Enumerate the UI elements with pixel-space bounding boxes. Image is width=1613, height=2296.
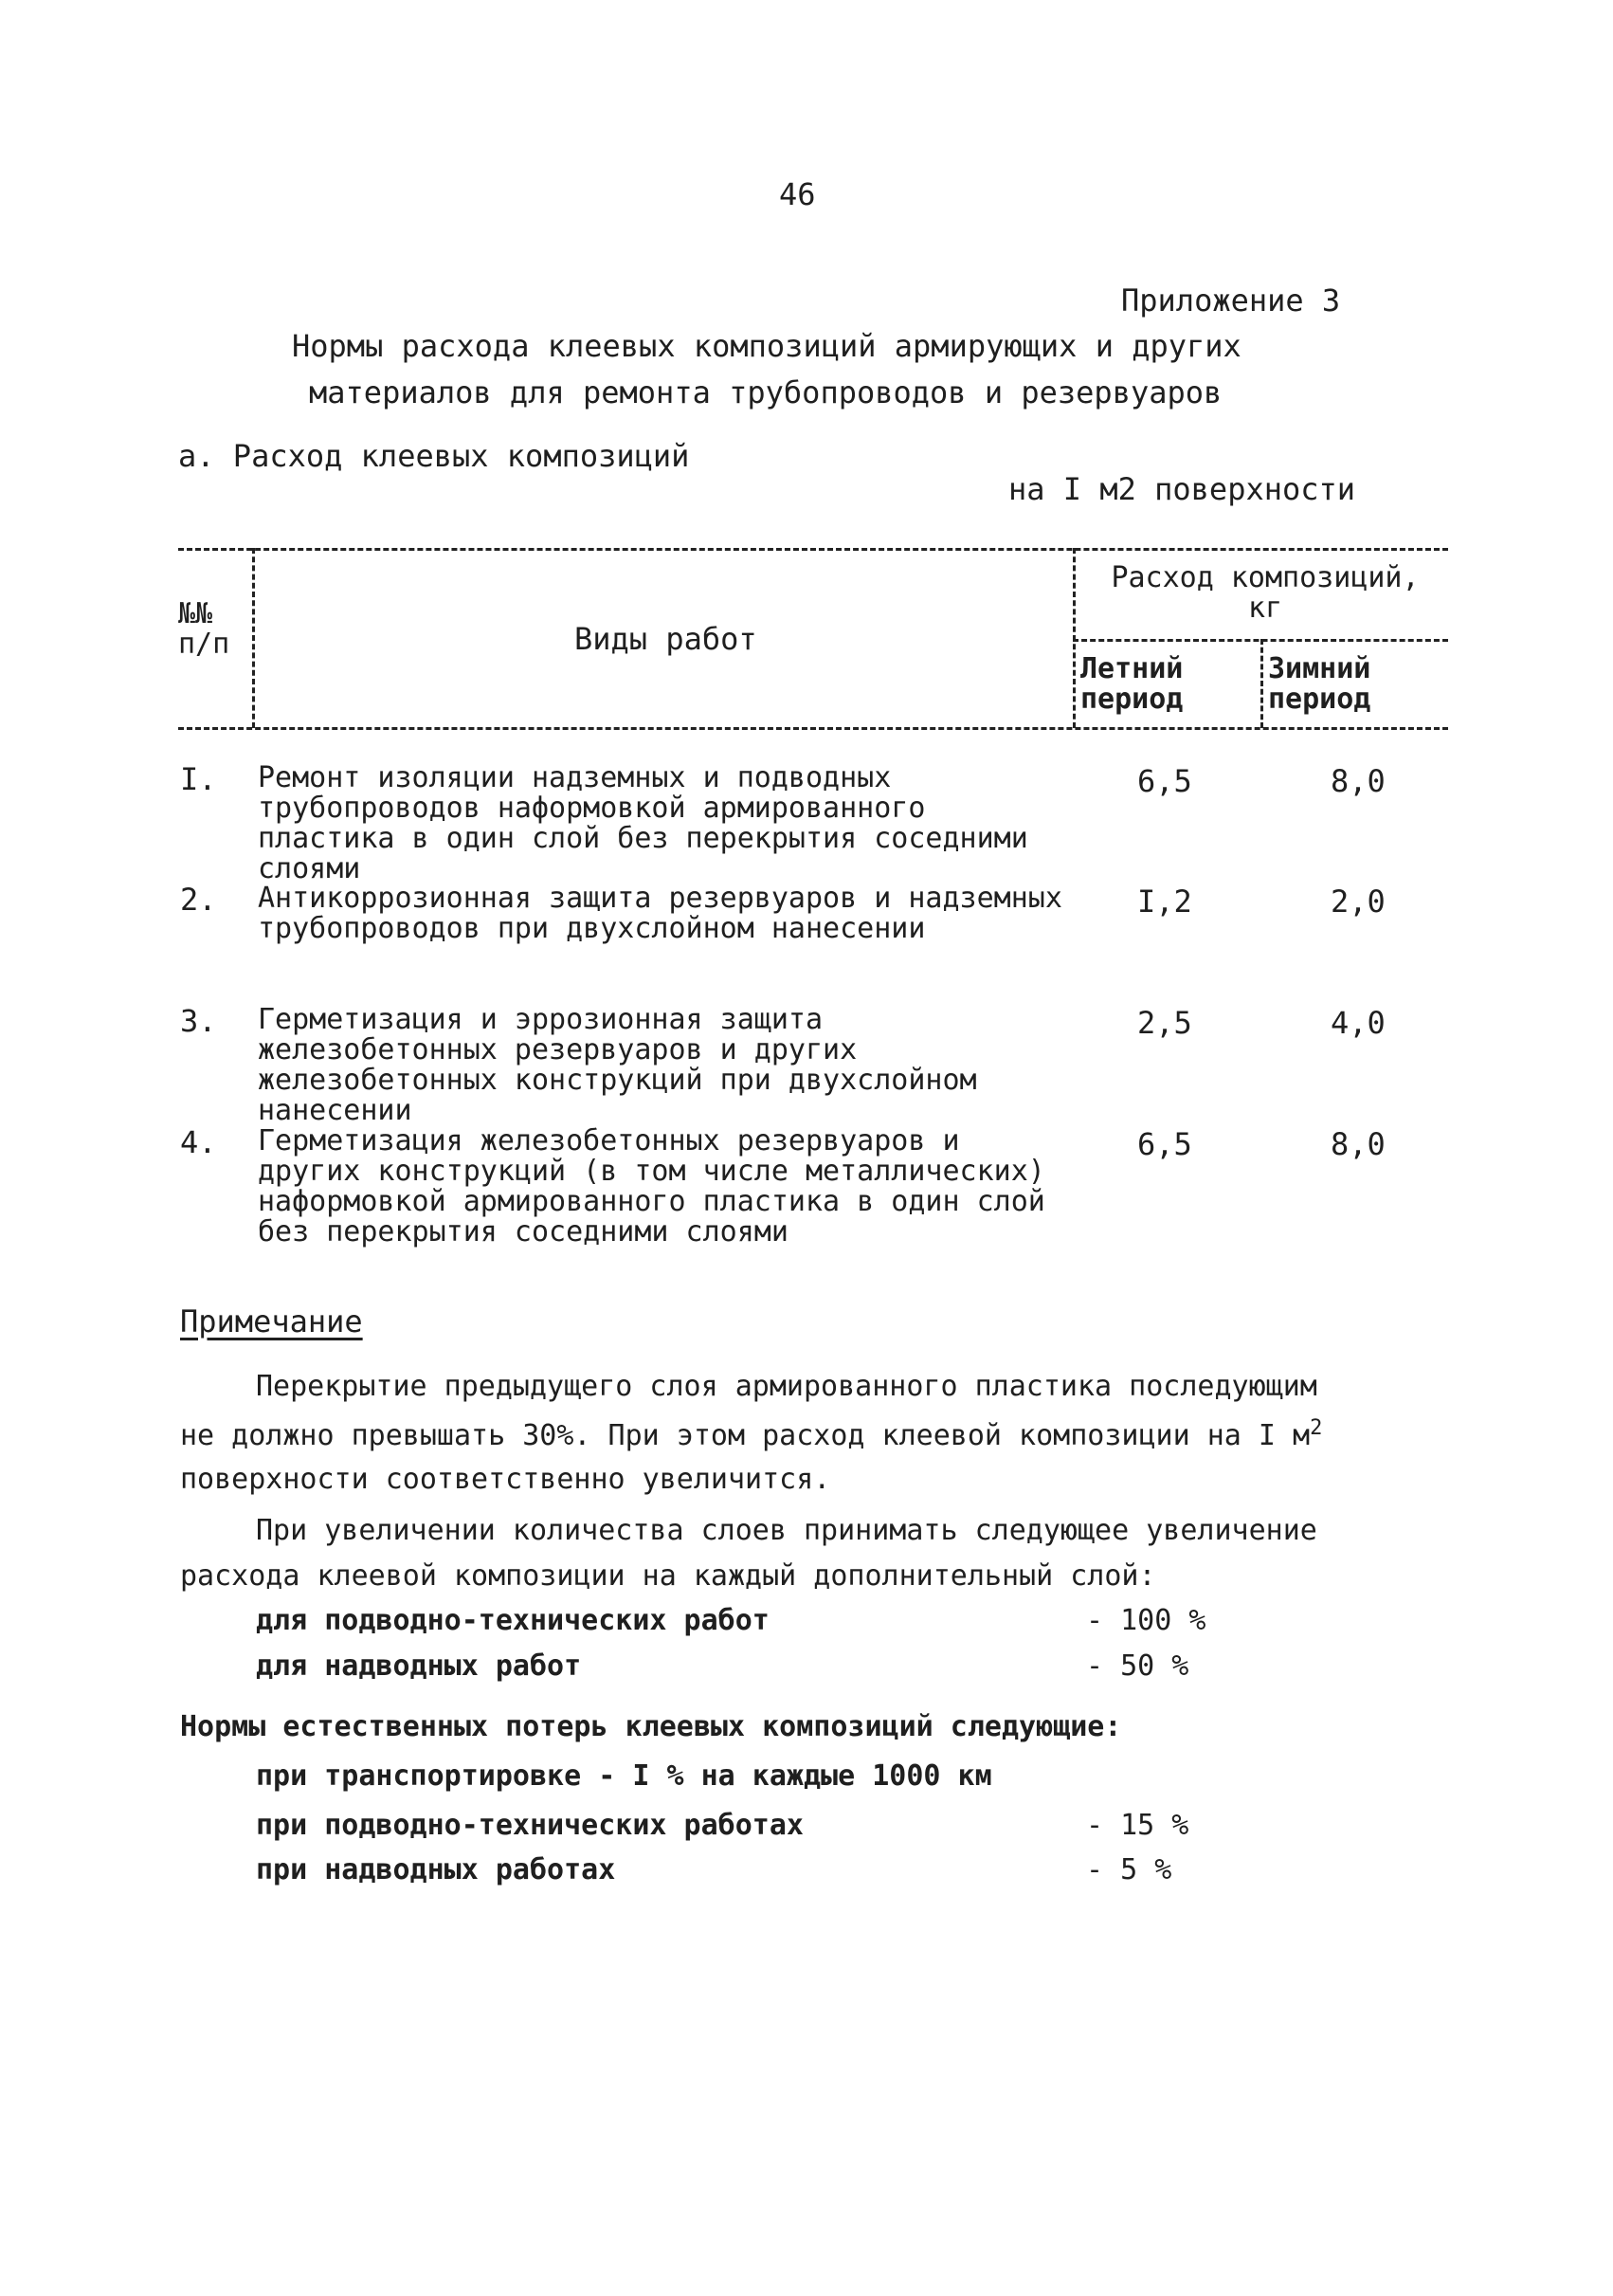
loss-surface-value: - 5 %: [1086, 1853, 1172, 1886]
row-summer: 6,5: [1137, 763, 1192, 799]
col-header-number: №№ п/п: [178, 597, 230, 661]
row-number: 2.: [180, 882, 217, 918]
table-divider-work: [1073, 548, 1076, 728]
note-item1-label: для подводно-технических работ: [256, 1604, 770, 1637]
losses-heading: Нормы естественных потерь клеевых композиций следующие:: [180, 1710, 1122, 1743]
loss-underwater-label: при подводно-технических работах: [256, 1809, 804, 1842]
appendix-label: Приложение 3: [1121, 282, 1341, 319]
title-line-2: материалов для ремонта трубопроводов и резервуаров: [309, 374, 1223, 410]
loss-surface-label: при надводных работах: [256, 1853, 616, 1886]
row-work: Герметизация железобетонных резервуаров и других конструкций (в том числе металлических) наформовкой армированного пластика в один слой без перекрытия соседними слоями: [258, 1124, 1045, 1248]
section-a-heading: а. Расход клеевых композиций: [178, 438, 690, 474]
row-winter: 8,0: [1331, 1126, 1386, 1162]
loss-underwater-value: - 15 %: [1086, 1809, 1189, 1842]
note-item1-value: - 100 %: [1086, 1604, 1206, 1637]
note-item2-label: для надводных работ: [256, 1649, 582, 1683]
row-winter: 2,0: [1331, 884, 1386, 920]
loss-transport: при транспортировке - I % на каждые 1000 км: [256, 1759, 992, 1793]
note-para1-line1: Перекрытие предыдущего слоя армированного пластика последующим: [256, 1370, 1317, 1403]
note-para1-line3: поверхности соответственно увеличится.: [180, 1463, 831, 1496]
table-divider-num: [252, 548, 255, 728]
row-summer: 6,5: [1137, 1126, 1192, 1162]
col-header-summer: Летний период: [1080, 652, 1184, 716]
row-summer: 2,5: [1137, 1005, 1192, 1041]
row-summer: I,2: [1137, 884, 1192, 920]
row-winter: 8,0: [1331, 763, 1386, 799]
note-heading: Примечание: [180, 1303, 363, 1339]
note-superscript: 2: [1310, 1416, 1323, 1440]
note-para2-line2: расхода клеевой композиции на каждый дополнительный слой:: [180, 1559, 1156, 1593]
col-header-winter: Зимний период: [1268, 652, 1371, 716]
col-header-work: Виды работ: [574, 621, 757, 657]
table-top-rule: [178, 548, 1448, 551]
row-number: 4.: [180, 1124, 217, 1160]
row-work: Антикоррозионная защита резервуаров и надземных трубопроводов при двухслойном нанесении: [258, 882, 1062, 945]
row-winter: 4,0: [1331, 1005, 1386, 1041]
table-header-bottom-rule: [178, 727, 1448, 730]
table-divider-period: [1260, 639, 1263, 728]
note-para1-line2: [180, 1416, 1322, 1452]
row-number: I.: [180, 761, 217, 797]
row-work: Герметизация и эррозионная защита железобетонных резервуаров и других железобетонных конструкций при двухслойном нанесении: [258, 1003, 977, 1127]
note-item2-value: - 50 %: [1086, 1649, 1189, 1683]
row-work: Ремонт изоляции надземных и подводных трубопроводов наформовкой армированного пластика в один слой без перекрытия соседними слоями: [258, 761, 1028, 885]
note-para1-line2-text: не должно превышать 30%. При этом расход клеевой композиции на I м: [180, 1419, 1311, 1452]
unit-note: на I м2 поверхности: [1008, 471, 1356, 507]
page-number: 46: [779, 176, 816, 212]
title-line-1: Нормы расхода клеевых композиций армирующих и других: [292, 328, 1241, 364]
note-para2-line1: При увеличении количества слоев принимать следующее увеличение: [256, 1514, 1317, 1547]
col-header-consumption: Расход композиций, кг: [1111, 561, 1420, 625]
row-number: 3.: [180, 1003, 217, 1039]
